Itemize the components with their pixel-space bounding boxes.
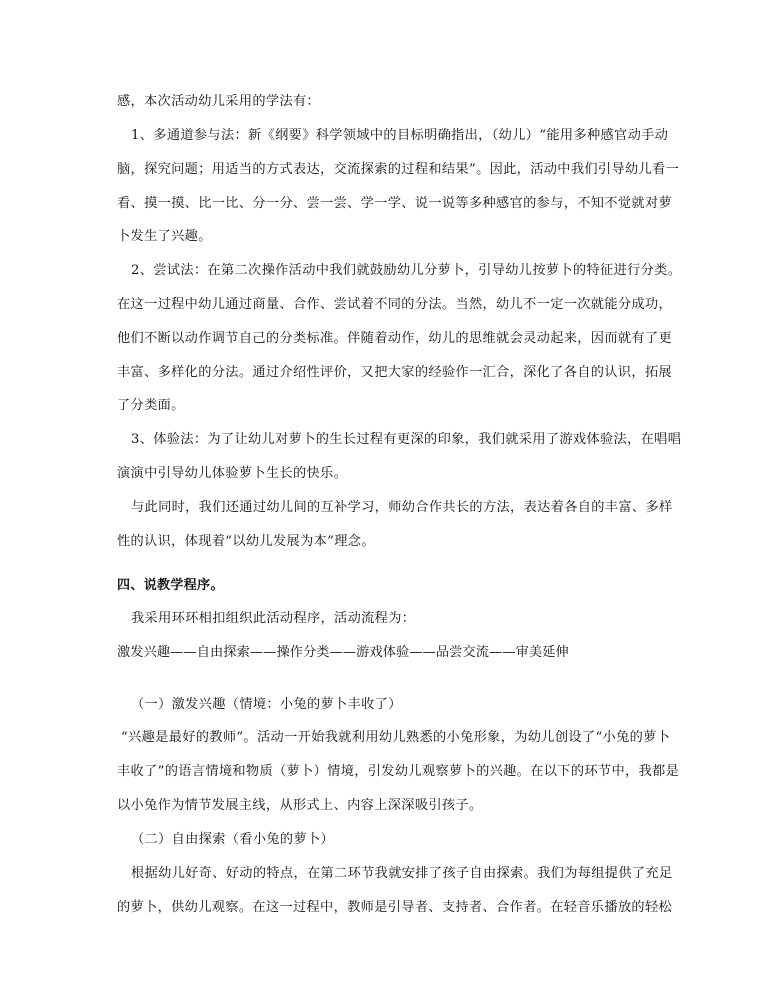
section-heading: 四、说教学程序。 [117, 578, 224, 593]
text-line: 卜发生了兴趣。 [117, 229, 212, 244]
paragraph-line: 我采用环环相扣组织此活动程序，活动流程为： [131, 611, 416, 626]
paragraph-line: 与此同时，我们还通过幼儿间的互补学习，师幼合作共长的方法，表达着各自的丰富、多样 [131, 500, 673, 515]
list-item-line: 2、尝试法：在第二次操作活动中我们就鼓励幼儿分萝卜，引导幼儿按萝卜的特征进行分类。 [131, 263, 682, 278]
text-line: 演演中引导幼儿体验萝卜生长的快乐。 [117, 466, 348, 481]
text-line: 他们不断以动作调节自己的分类标准。伴随着动作，幼儿的思维就会灵动起来，因而就有了更 [117, 331, 673, 346]
text-line: 的萝卜，供幼儿观察。在这一过程中，教师是引导者、支持者、合作者。在轻音乐播放的轻松 [117, 900, 673, 915]
subsection-heading: （二）自由探索（看小兔的萝卜） [131, 832, 335, 847]
subsection-heading: （一）激发兴趣（情境：小兔的萝卜丰收了） [131, 697, 402, 712]
text-line: 丰富、多样化的分法。通过介绍性评价，又把大家的经验作一汇合，深化了各自的认识，拓展 [117, 365, 673, 380]
text-line: 了分类面。 [117, 398, 185, 413]
activity-flow: 激发兴趣——自由探索——操作分类——游戏体验——品尝交流——审美延伸 [117, 645, 569, 660]
paragraph-line: “兴趣是最好的教师”。活动一开始我就利用幼儿熟悉的小兔形象，为幼儿创设了“小兔的萝卜 [121, 730, 671, 745]
text-line: 感，本次活动幼儿采用的学法有： [117, 94, 321, 109]
list-item-line: 1、多通道参与法：新《纲要》科学领域中的目标明确指出，（幼儿）“能用多种感官动手动 [131, 128, 669, 143]
text-line: 脑，探究问题；用适当的方式表达，交流探索的过程和结果”。因此，活动中我们引导幼儿看一 [117, 162, 680, 177]
text-line: 看、摸一摸、比一比、分一分、尝一尝、学一学、说一说等多种感官的参与，不知不觉就对萝 [117, 196, 673, 211]
paragraph-line: 根据幼儿好奇、好动的特点，在第二环节我就安排了孩子自由探索。我们为每组提供了充足 [131, 866, 673, 881]
text-line: 性的认识，体现着“以幼儿发展为本”理念。 [117, 534, 375, 549]
text-line: 丰收了”的语言情境和物质（萝卜）情境，引发幼儿观察萝卜的兴趣。在以下的环节中，我都是 [117, 764, 680, 779]
text-line: 以小兔作为情节发展主线，从形式上、内容上深深吸引孩子。 [117, 798, 483, 813]
text-line: 在这一过程中幼儿通过商量、合作、尝试着不同的分法。当然，幼儿不一定一次就能分成功， [117, 297, 673, 312]
list-item-line: 3、体验法：为了让幼儿对萝卜的生长过程有更深的印象，我们就采用了游戏体验法，在唱唱 [131, 432, 682, 447]
